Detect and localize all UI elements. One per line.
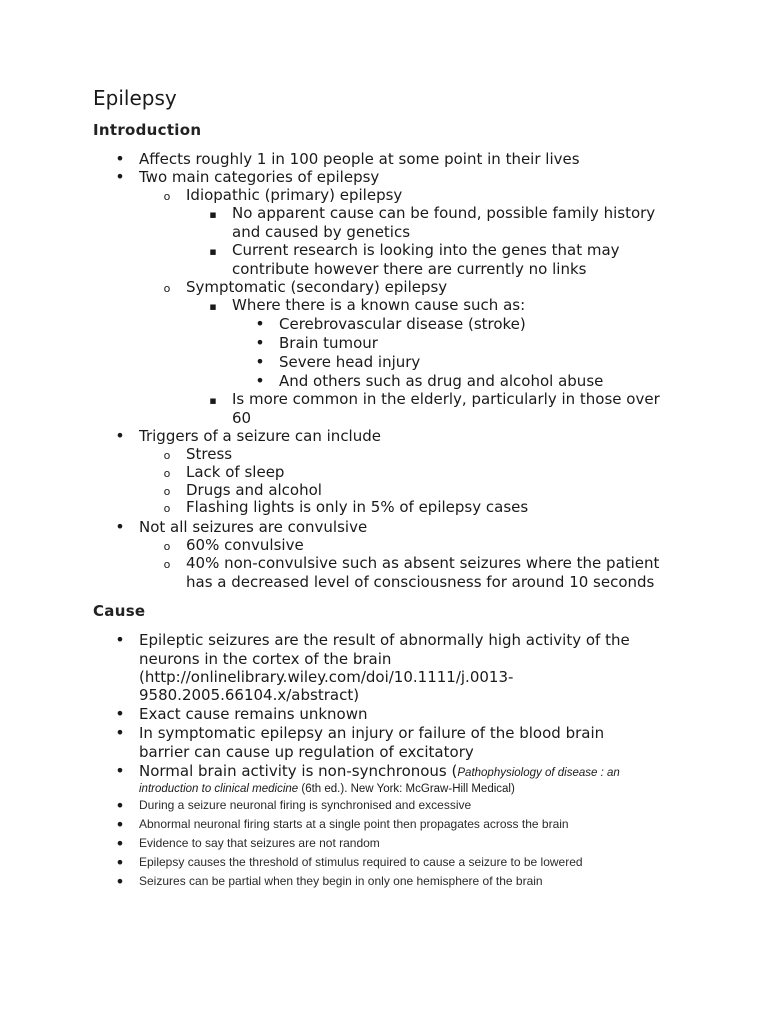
list-item: Cerebrovascular disease (stroke) — [279, 315, 526, 333]
square-bullet-icon — [206, 390, 220, 411]
list-item: Affects roughly 1 in 100 people at some point in their lives — [139, 150, 580, 168]
list-item: Not all seizures are convulsive — [139, 518, 368, 536]
circle-bullet-icon — [160, 186, 174, 207]
bullet-icon — [113, 518, 127, 537]
list-item-continuation: neurons in the cortex of the brain — [139, 650, 392, 668]
section-heading-introduction: Introduction — [93, 121, 202, 139]
bullet-icon — [113, 762, 127, 781]
square-bullet-icon — [206, 204, 220, 225]
list-item-continuation: (http://onlinelibrary.wiley.com/doi/10.1111/j.0013- — [139, 668, 514, 686]
bullet-icon — [253, 315, 267, 334]
citation-title: Pathophysiology of disease : an — [457, 767, 620, 779]
list-item: 60% convulsive — [186, 536, 304, 554]
list-item: Current research is looking into the genes that may — [232, 241, 620, 259]
list-item: Epilepsy causes the threshold of stimulus required to cause a seizure to be lowered — [139, 855, 583, 869]
list-item: During a seizure neuronal firing is synchronised and excessive — [139, 798, 472, 812]
square-bullet-icon — [206, 241, 220, 262]
list-item: In symptomatic epilepsy an injury or failure of the blood brain — [139, 724, 605, 742]
list-item: Drugs and alcohol — [186, 481, 322, 499]
list-item: Flashing lights is only in 5% of epilepsy cases — [186, 498, 529, 516]
list-item: Symptomatic (secondary) epilepsy — [186, 278, 448, 296]
list-item-continuation: and caused by genetics — [232, 223, 411, 241]
list-item: Is more common in the elderly, particularly in those over — [232, 390, 660, 408]
bullet-icon — [113, 705, 127, 724]
list-item: Evidence to say that seizures are not random — [139, 836, 380, 850]
list-item: Severe head injury — [279, 353, 421, 371]
citation-details: (6th ed.). New York: McGraw-Hill Medical) — [298, 783, 515, 795]
bullet-icon — [113, 168, 127, 187]
list-item: 40% non-convulsive such as absent seizures where the patient — [186, 554, 660, 572]
list-item: Two main categories of epilepsy — [139, 168, 380, 186]
citation-title: introduction to clinical medicine — [139, 783, 299, 795]
bullet-icon — [113, 150, 127, 169]
list-item-continuation: 9580.2005.66104.x/abstract) — [139, 686, 360, 704]
circle-bullet-icon — [160, 498, 174, 519]
list-item: Lack of sleep — [186, 463, 285, 481]
list-item-continuation: has a decreased level of consciousness for around 10 seconds — [186, 573, 655, 591]
list-item-continuation: 60 — [232, 409, 252, 427]
list-item-text: Normal brain activity is non-synchronous ( — [139, 762, 458, 780]
list-item: No apparent cause can be found, possible family history — [232, 204, 656, 222]
list-item: Stress — [186, 445, 233, 463]
list-item-continuation: contribute however there are currently no links — [232, 260, 587, 278]
circle-bullet-icon — [160, 278, 174, 299]
list-item: And others such as drug and alcohol abuse — [279, 372, 604, 390]
bullet-icon — [113, 797, 127, 816]
circle-bullet-icon — [160, 554, 174, 575]
list-item: Epileptic seizures are the result of abnormally high activity of the — [139, 631, 630, 649]
bullet-icon — [113, 631, 127, 650]
list-item: Idiopathic (primary) epilepsy — [186, 186, 403, 204]
section-heading-cause: Cause — [93, 602, 146, 620]
bullet-icon — [253, 353, 267, 372]
page-title: Epilepsy — [93, 86, 177, 110]
list-item: Brain tumour — [279, 334, 378, 352]
bullet-icon — [113, 873, 127, 892]
list-item-continuation: barrier can cause up regulation of excitatory — [139, 743, 474, 761]
bullet-icon — [253, 334, 267, 353]
square-bullet-icon — [206, 296, 220, 317]
bullet-icon — [113, 816, 127, 835]
list-item: Abnormal neuronal firing starts at a single point then propagates across the brain — [139, 817, 569, 831]
bullet-icon — [253, 372, 267, 391]
list-item-continuation — [139, 778, 515, 799]
bullet-icon — [113, 724, 127, 743]
bullet-icon — [113, 835, 127, 854]
bullet-icon — [113, 427, 127, 446]
list-item: Where there is a known cause such as: — [232, 296, 526, 314]
list-item: Triggers of a seizure can include — [139, 427, 381, 445]
bullet-icon — [113, 854, 127, 873]
list-item: Exact cause remains unknown — [139, 705, 368, 723]
list-item: Seizures can be partial when they begin in only one hemisphere of the brain — [139, 874, 543, 888]
